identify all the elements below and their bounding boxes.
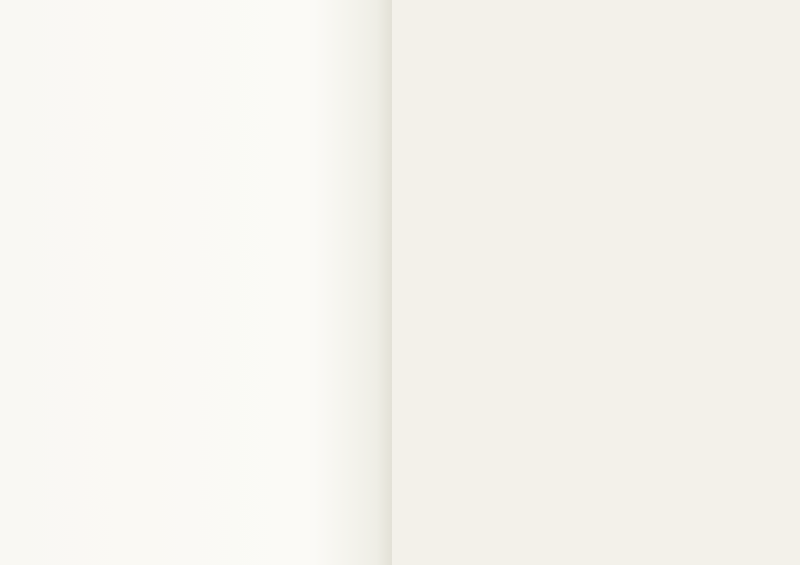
left-page <box>0 0 392 565</box>
clause-7-3-2 <box>35 78 48 94</box>
